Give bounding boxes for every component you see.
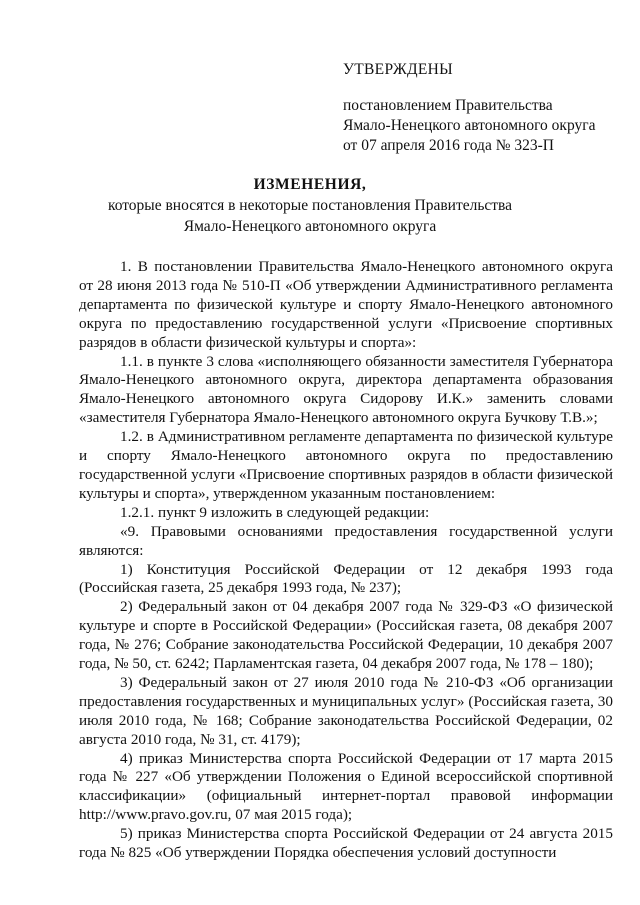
list-item-5: 5) приказ Министерства спорта Российской Федерации от 24 августа 2015 года № 825 «Об утверждении Порядка обеспечения условий доступности	[79, 825, 613, 862]
approval-line-1: постановлением Правительства	[343, 97, 553, 114]
approval-line-2: Ямало-Ненецкого автономного округа	[343, 117, 596, 134]
list-item-1: 1) Конституция Российской Федерации от 12 декабря 1993 года (Российская газета, 25 декабря 1993 года, № 237);	[79, 560, 613, 597]
paragraph-1-2: 1.2. в Административном регламенте департамента по физической культуре и спорту Ямало-Ненецкого автономного округа по предоставлению государственной услуги «Присвоение спортивных разрядов в области физической культуры и спорта», утвержденном указанным постановлением:	[79, 428, 613, 502]
approval-line-3: от 07 апреля 2016 года № 323-П	[343, 137, 554, 154]
heading-subtitle-line-1: которые вносятся в некоторые постановления Правительства	[107, 197, 513, 214]
paragraph-9-intro: «9. Правовыми основаниями предоставления государственной услуги являются:	[79, 522, 613, 559]
document-title: ИЗМЕНЕНИЯ,	[253, 176, 367, 193]
list-item-3: 3) Федеральный закон от 27 июля 2010 года № 210-ФЗ «Об организации предоставления государственных и муниципальных услуг» (Российская газета, 30 июля 2010 года, № 168; Собрание законодательства Российской Федерации, 02 августа 2010 года, № 31, ст. 4179);	[79, 673, 613, 748]
document-body	[79, 258, 613, 863]
list-item-4: 4) приказ Министерства спорта Российской Федерации от 17 марта 2015 года № 227 «Об утверждении Положения о Единой всероссийской спортивной классификации» (официальный интернет-портал правовой информации http://www.pravo.gov.ru, 07 мая 2015 года);	[79, 749, 613, 824]
heading-subtitle-line-2: Ямало-Ненецкого автономного округа	[183, 218, 437, 235]
document-heading	[60, 174, 560, 237]
paragraph-1: 1. В постановлении Правительства Ямало-Ненецкого автономного округа от 28 июня 2013 года № 510-П «Об утверждении Административного регламента департамента по физической культуре и спорту Ямало-Ненецкого автономного округа по предоставлению государственной услуги «Присвоение спортивных разрядов в области физической культуры и спорта»:	[79, 258, 613, 351]
paragraph-1-1: 1.1. в пункте 3 слова «исполняющего обязанности заместителя Губернатора Ямало-Ненецкого автономного округа, директора департамента образования Ямало-Ненецкого автономного округа Сидорову И.К.» заменить словами «заместителя Губернатора Ямало-Ненецкого автономного округа Бучкову Т.В.»;	[79, 352, 613, 427]
list-item-2: 2) Федеральный закон от 04 декабря 2007 года № 329-ФЗ «О физической культуре и спорте в Российской Федерации» (Российская газета, 08 декабря 2007 года, № 276; Собрание законодательства Российской Федерации, 10 декабря 2007 года, № 50, ст. 6242; Парламентская газета, 04 декабря 2007 года, № 178 – 180);	[79, 598, 613, 673]
approval-stamp: УТВЕРЖДЕНЫ	[343, 61, 453, 78]
paragraph-1-2-1: 1.2.1. пункт 9 изложить в следующей редакции:	[120, 503, 430, 521]
approval-block	[343, 60, 623, 156]
